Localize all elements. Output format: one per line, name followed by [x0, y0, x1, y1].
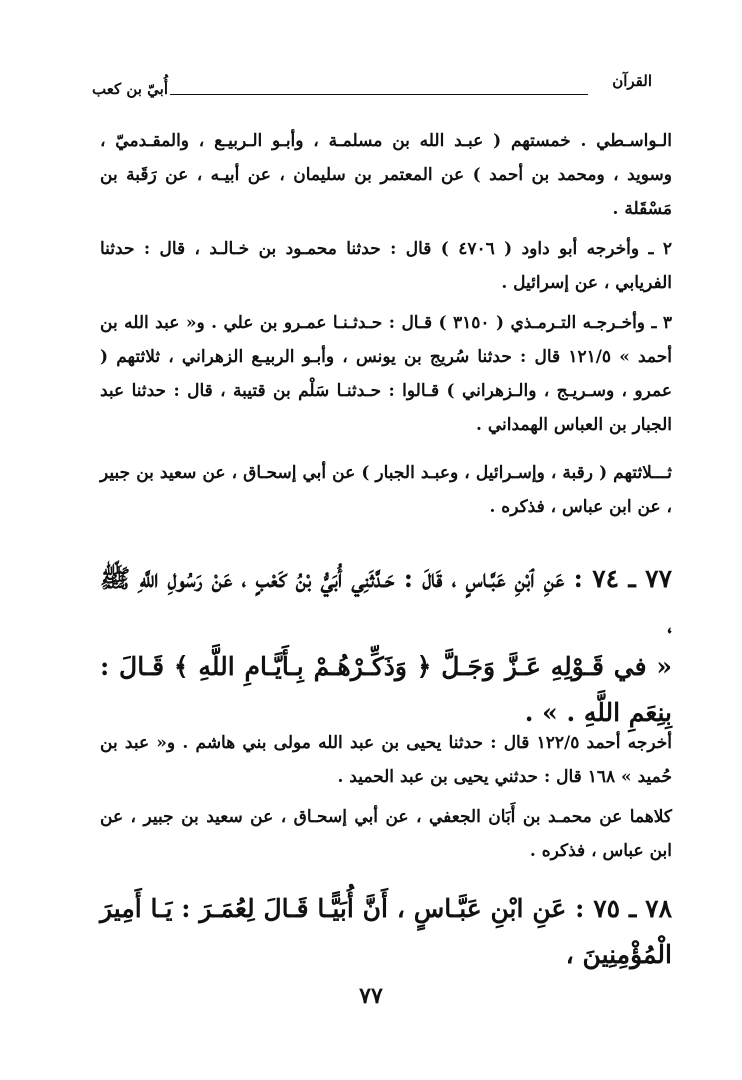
- header-book-title: القرآن: [612, 72, 652, 90]
- paragraph-tirmidhi: ٣ ـ وأخـرجـه التـرمـذي ( ٣١٥٠ ) قـال : حـدثـنـا عمـرو بن علي . و« عبد الله بن أحمد » ١٢١/٥ قال : حدثنا سُريج بن يونس ، وأبـو الربيـع الزهراني ، ثلاثتهم ( عمرو ، وسـريـج ، والـزهراني ) قـالوا : حـدثنـا سَلْم بن قتيبة ، قال : حدثنا عبد الجبار بن العباس الهمداني .: [100, 313, 672, 435]
- header-rule: [170, 94, 588, 95]
- hadith-74-text: « في قَـوْلِهِ عَـزَّ وَجَـلَّ ﴿ وَذَكِّـرْهُـمْ بِـأَيَّـامِ اللَّهِ ﴾ قَـالَ : بِنِعَمِ اللَّهِ . » .: [100, 652, 672, 727]
- header-chapter: أُبيّ بن كعب: [92, 80, 168, 98]
- running-header: [92, 70, 652, 110]
- hadith-74-intro: ٧٧ ـ ٧٤ : عَنِ ٱبْنِ عَبَّـاسٍ ، قَالَ : حَـدَّثَنِي أُبَيُّ بْنُ كَعْبٍ ، عَنْ رَسُولِ اللَّهِ ﷺ ،: [100, 564, 672, 639]
- page-number: ٧٧: [359, 983, 383, 1009]
- paragraph-chain-1: الـواسـطي . خمستهم ( عبـد الله بن مسلمـة ، وأبـو الـربيـع ، والمقـدميّ ، وسويد ، ومحمد بن أحمد ) عن المعتمر بن سليمان ، عن أبيـه ، عن رَقَبة بن مَسْقَلة .: [100, 131, 672, 219]
- hadith-75-intro: ٧٨ ـ ٧٥ : عَنِ ابْنِ عَبَّـاسٍ ، أَنَّ أُبَيًّـا قَـالَ لِعُمَـرَ : يَـا أَمِيرَ الْمُؤْمِنِينَ ،: [100, 894, 672, 969]
- paragraph-abu-dawud: ٢ ـ وأخرجه أبو داود ( ٤٧٠٦ ) قال : حدثنا محمـود بن خـالـد ، قال : حدثنا الفريابي ، عن إسرائيل .: [100, 239, 672, 293]
- paragraph-chain-2: ثـــلاثتهم ( رقبة ، وإسـرائيل ، وعبـد الجبار ) عن أبي إسحـاق ، عن سعيد بن جبير ، عن ابن عباس ، فذكره .: [100, 463, 672, 517]
- paragraph-ahmad: أخرجه أحمد ١٢٢/٥ قال : حدثنا يحيى بن عبد الله مولى بني هاشم . و« عبد بن حُميد » ١٦٨ قال : حدثني يحيى بن عبد الحميد .: [100, 733, 672, 787]
- paragraph-chain-3: كلاهما عن محمـد بن أَبَان الجعفي ، عن أبي إسحـاق ، عن سعيد بن جبير ، عن ابن عباس ، فذكره .: [100, 807, 672, 861]
